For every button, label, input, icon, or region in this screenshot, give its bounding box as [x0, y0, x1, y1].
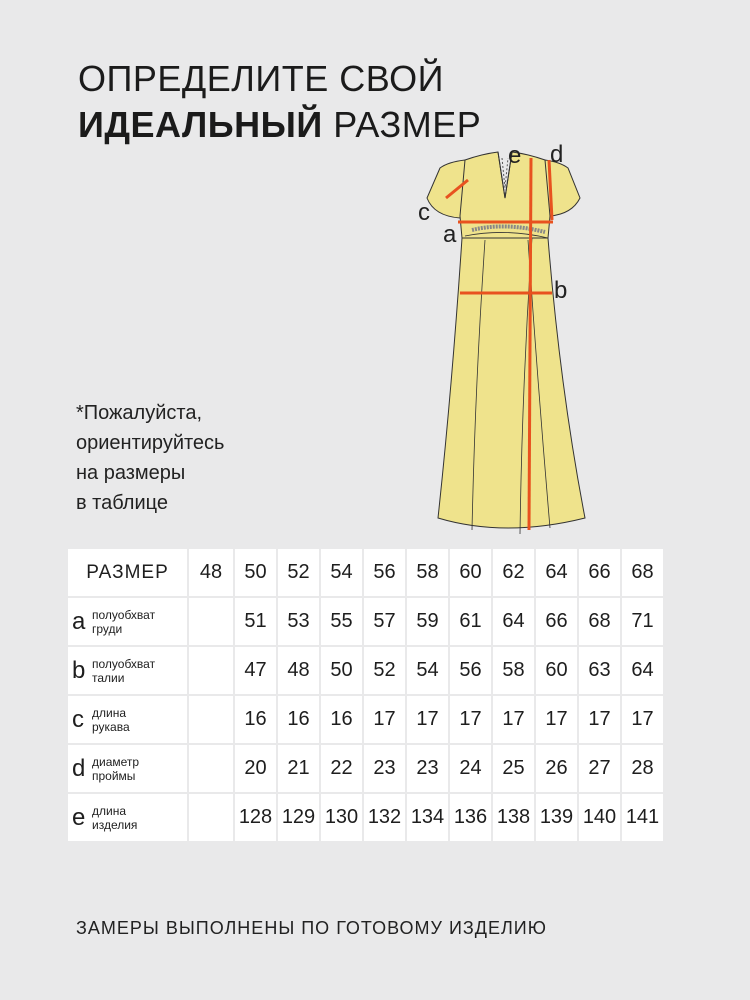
table-cell: 17	[536, 696, 577, 743]
row-label	[68, 647, 187, 694]
table-cell: 50	[321, 647, 362, 694]
table-cell: 28	[622, 745, 663, 792]
table-cell	[189, 794, 233, 841]
row-label	[68, 794, 187, 841]
size-table	[66, 547, 665, 843]
table-cell: 17	[493, 696, 534, 743]
table-row	[68, 794, 663, 841]
table-cell: 129	[278, 794, 319, 841]
table-cell: 132	[364, 794, 405, 841]
page-title	[78, 56, 481, 148]
table-row	[68, 745, 663, 792]
table-cell: 55	[321, 598, 362, 645]
table-cell: 47	[235, 647, 276, 694]
size-header-cell: 64	[536, 549, 577, 596]
table-cell: 134	[407, 794, 448, 841]
row-label	[68, 745, 187, 792]
row-desc-line: длина	[92, 803, 127, 818]
table-row	[68, 696, 663, 743]
table-cell	[189, 745, 233, 792]
table-cell: 138	[493, 794, 534, 841]
row-letter: e	[72, 803, 86, 831]
table-row	[68, 598, 663, 645]
table-cell: 128	[235, 794, 276, 841]
footer-note: ЗАМЕРЫ ВЫПОЛНЕНЫ ПО ГОТОВОМУ ИЗДЕЛИЮ	[76, 918, 547, 938]
size-header-cell: 48	[189, 549, 233, 596]
table-cell: 71	[622, 598, 663, 645]
table-cell: 16	[278, 696, 319, 743]
note-line: на размеры	[76, 462, 186, 484]
measure-line-e	[529, 158, 531, 530]
title-rest-word: РАЗМЕР	[333, 104, 482, 145]
row-desc-line: груди	[92, 621, 123, 636]
table-cell: 139	[536, 794, 577, 841]
size-header-cell: 58	[407, 549, 448, 596]
table-cell: 24	[450, 745, 491, 792]
table-cell: 21	[278, 745, 319, 792]
row-letter: c	[72, 705, 84, 733]
table-cell: 63	[579, 647, 620, 694]
table-cell	[189, 647, 233, 694]
table-cell: 17	[579, 696, 620, 743]
table-cell: 16	[321, 696, 362, 743]
table-cell: 61	[450, 598, 491, 645]
note-line: *Пожалуйста,	[76, 402, 203, 424]
table-cell: 130	[321, 794, 362, 841]
table-cell: 60	[536, 647, 577, 694]
size-header-cell: 66	[579, 549, 620, 596]
table-cell: 17	[364, 696, 405, 743]
size-header-cell: 54	[321, 549, 362, 596]
row-desc-line: длина	[92, 705, 127, 720]
table-row	[68, 647, 663, 694]
table-cell: 23	[407, 745, 448, 792]
row-letter: b	[72, 656, 86, 684]
row-label	[68, 696, 187, 743]
table-cell: 17	[407, 696, 448, 743]
table-cell: 66	[536, 598, 577, 645]
size-header-cell: 60	[450, 549, 491, 596]
table-cell: 53	[278, 598, 319, 645]
row-desc-line: изделия	[92, 817, 138, 832]
table-cell: 20	[235, 745, 276, 792]
table-cell: 140	[579, 794, 620, 841]
table-cell: 57	[364, 598, 405, 645]
table-header-row	[68, 549, 663, 596]
row-desc-line: проймы	[92, 768, 136, 783]
table-cell: 51	[235, 598, 276, 645]
table-cell: 16	[235, 696, 276, 743]
note-line: в таблице	[76, 492, 168, 514]
table-cell: 59	[407, 598, 448, 645]
table-cell: 25	[493, 745, 534, 792]
row-desc-line: талии	[92, 670, 125, 685]
size-header-cell: 50	[235, 549, 276, 596]
diagram-label-b: b	[554, 277, 568, 304]
size-header-label: РАЗМЕР	[68, 549, 187, 596]
note-line: ориентируйтесь	[76, 432, 225, 454]
size-header-cell: 56	[364, 549, 405, 596]
table-cell	[189, 598, 233, 645]
row-letter: d	[72, 754, 86, 782]
row-desc-line: диаметр	[92, 754, 140, 769]
table-cell	[189, 696, 233, 743]
table-cell: 23	[364, 745, 405, 792]
table-cell: 58	[493, 647, 534, 694]
table-cell: 27	[579, 745, 620, 792]
row-desc-line: полуобхват	[92, 607, 156, 622]
size-header-cell: 68	[622, 549, 663, 596]
table-cell: 64	[493, 598, 534, 645]
row-letter: a	[72, 607, 86, 635]
table-cell: 54	[407, 647, 448, 694]
size-note	[76, 398, 224, 518]
diagram-label-a: a	[443, 221, 457, 248]
table-cell: 17	[450, 696, 491, 743]
size-header-cell: 52	[278, 549, 319, 596]
table-cell: 56	[450, 647, 491, 694]
table-cell: 52	[364, 647, 405, 694]
diagram-label-c: c	[418, 199, 430, 226]
table-cell: 68	[579, 598, 620, 645]
diagram-label-d: d	[550, 141, 564, 168]
table-cell: 141	[622, 794, 663, 841]
table-cell: 17	[622, 696, 663, 743]
row-desc-line: рукава	[92, 719, 130, 734]
row-label	[68, 598, 187, 645]
title-bold-word: ИДЕАЛЬНЫЙ	[78, 104, 323, 145]
table-cell: 48	[278, 647, 319, 694]
dress-measurement-diagram	[410, 138, 600, 538]
table-cell: 22	[321, 745, 362, 792]
size-header-cell: 62	[493, 549, 534, 596]
table-cell: 64	[622, 647, 663, 694]
row-desc-line: полуобхват	[92, 656, 156, 671]
table-cell: 136	[450, 794, 491, 841]
diagram-label-e: e	[508, 142, 522, 169]
table-cell: 26	[536, 745, 577, 792]
title-line-1: ОПРЕДЕЛИТЕ СВОЙ	[78, 58, 444, 99]
